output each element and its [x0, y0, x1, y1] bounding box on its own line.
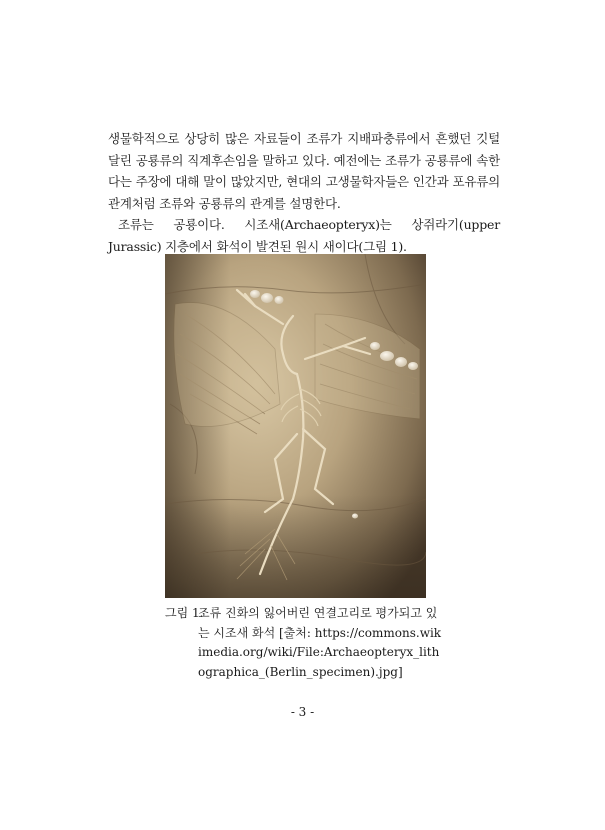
body-paragraph-2: 조류는 공룡이다. 시조새(Archaeopteryx)는 상쥐라기(upper Jurassic) 지층에서 화석이 발견된 원시 새이다(그림 1).: [108, 217, 500, 254]
figure-label: 그림 1.: [165, 606, 204, 620]
archaeopteryx-fossil-image: [165, 254, 426, 598]
figure-caption: 조류 진화의 잃어버린 연결고리로 평가되고 있는 시조새 화석 [출처: https://commons.wikimedia.org/wiki/File:Archaeopteryx_lithographica_(Berlin_specimen).jpg]: [198, 606, 442, 679]
page-number: - 3 -: [290, 705, 315, 719]
body-paragraph-1: 생물학적으로 상당히 많은 자료들이 조류가 지배파충류에서 흔했던 깃털 달린 공룡류의 직계후손임을 말하고 있다. 예전에는 조류가 공룡류에 속한다는 주장에 대해 말이 많았지만, 현대의 고생물학자들은 인간과 포유류의 관계처럼 조류와 공룡류의 관계를 설명한다.: [108, 131, 500, 211]
fossil-illustration: [165, 254, 426, 598]
